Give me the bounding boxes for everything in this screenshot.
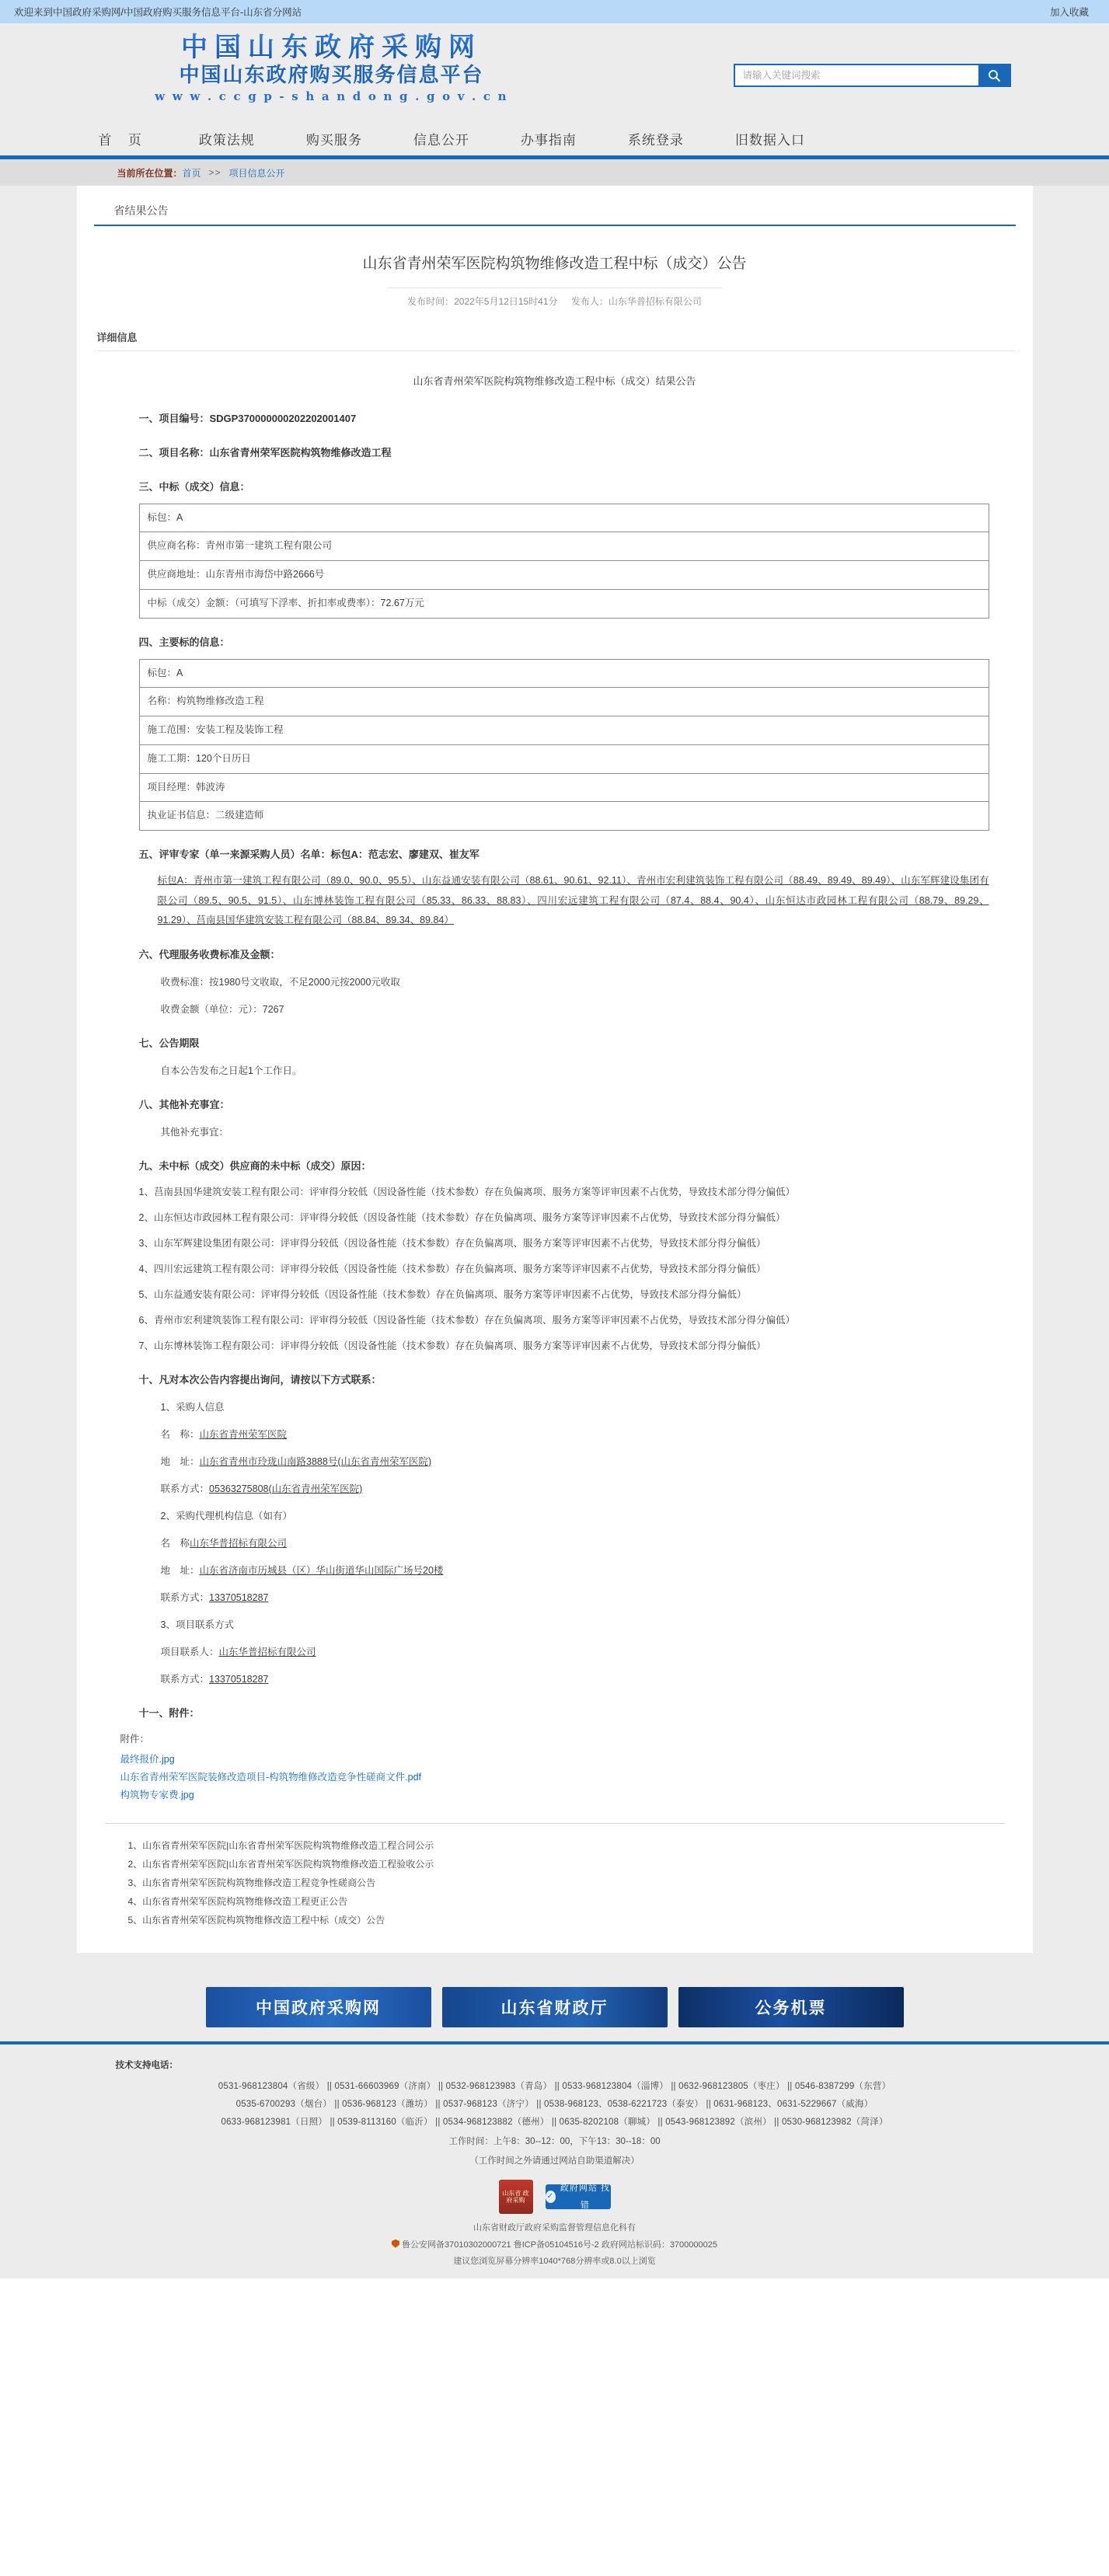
attachment-label: 附件： — [120, 1733, 150, 1745]
losing-reason-3: 3、山东军辉建设集团有限公司：评审得分较低（因设备性能（技术参数）存在负偏离项、服务方案等评审因素不占优势，导致技术部分得分偏低） — [138, 1237, 766, 1249]
section-1-project-no: 一、项目编号：SDGP370000000202202001407 — [138, 412, 357, 424]
table-row — [139, 589, 989, 618]
fee-standard: 收费标准：按1980号文收取，不足2000元按2000元收取 — [160, 976, 400, 988]
supplementary-text: 其他补充事宜： — [160, 1126, 229, 1138]
agency-block-title: 2、采购代理机构信息（如有） — [160, 1510, 292, 1522]
table-row — [139, 744, 989, 773]
page-body — [0, 186, 1109, 1973]
section-label: 省结果公告 — [94, 186, 1016, 226]
fee-amount: 收费金额（单位：元）：7267 — [160, 1003, 284, 1015]
government-seal-icon[interactable]: 山东省 政府采购 — [499, 2180, 533, 2214]
banner-ccgp[interactable]: 中国政府采购网 — [206, 1987, 431, 2027]
breadcrumb — [77, 159, 1033, 186]
support-title: 技术支持电话： — [115, 2061, 178, 2071]
publish-meta — [388, 288, 722, 308]
site-header — [0, 23, 1109, 121]
related-link-1[interactable]: 1、山东省青州荣军医院|山东省青州荣军医院构筑物维修改造工程合同公示 — [127, 1840, 434, 1852]
attachment-list — [120, 1751, 989, 1804]
section-3-heading: 三、中标（成交）信息： — [138, 480, 250, 493]
page-title: 山东省青州荣军医院构筑物维修改造工程中标（成交）公告 — [362, 255, 747, 272]
report-error-label: 政府网站 找错 — [560, 2184, 610, 2211]
banner-band — [0, 1973, 1109, 2041]
logo-url: w w w . c c g p - s h a n d o n g . g o v . c n — [155, 89, 508, 103]
police-badge-icon — [392, 2240, 399, 2248]
banner-official-ticket[interactable]: 公务机票 — [678, 1987, 904, 2027]
support-row-3: 0633-968123981（日照） || 0539-8113160（临沂） || 0534-968123882（德州） || 0635-8202108（聊城） || 0543-968123892（滨州） || 0530-968123982（菏泽） — [221, 2118, 888, 2128]
subject-manager: 项目经理：韩波涛 — [139, 773, 989, 802]
search-icon — [988, 69, 1001, 82]
table-row — [139, 659, 989, 688]
section-2-project-name: 二、项目名称：山东省青州荣军医院构筑物维修改造工程 — [138, 446, 392, 458]
nav-item-policy[interactable]: 政策法规 — [198, 132, 255, 148]
table-row — [139, 802, 989, 831]
nav-item-purchase-service[interactable]: 购买服务 — [305, 132, 362, 148]
breadcrumb-current[interactable]: 项目信息公开 — [228, 167, 285, 179]
search-bar — [734, 64, 1011, 87]
winner-info-table — [139, 504, 989, 619]
section-5-heading: 五、评审专家（单一来源采购人员）名单：标包A：范志宏、廖建双、崔友军 — [138, 849, 480, 860]
subject-name: 名称：构筑物维修改造工程 — [139, 688, 989, 716]
table-row — [139, 773, 989, 802]
add-favorite-link[interactable]: 加入收藏 — [1049, 7, 1089, 18]
agency-address-row — [161, 1561, 989, 1581]
purchaser-block-title: 1、采购人信息 — [160, 1401, 225, 1413]
publish-time: 发布时间：2022年5月12日15时41分 — [407, 295, 558, 307]
related-link-3[interactable]: 3、山东省青州荣军医院构筑物维修改造工程竞争性磋商公告 — [127, 1877, 376, 1889]
breadcrumb-home-link[interactable]: 首页 — [182, 167, 201, 179]
purchaser-name-value: 山东省青州荣军医院 — [199, 1428, 288, 1440]
related-link-2[interactable]: 2、山东省青州荣军医院|山东省青州荣军医院构筑物维修改造工程验收公示 — [127, 1859, 434, 1870]
related-link-4[interactable]: 4、山东省青州荣军医院构筑物维修改造工程更正公告 — [127, 1896, 348, 1908]
footer-icp — [0, 2237, 1109, 2254]
subject-duration: 施工工期：120个日历日 — [139, 744, 989, 773]
support-row-1: 0531-968123804（省级） || 0531-66603969（济南） || 0532-968123983（青岛） || 0533-968123804（淄博） || 0632-968123805（枣庄） || 0546-8387299（东营） — [218, 2082, 891, 2092]
winner-amount: 中标（成交）金额：（可填写下浮率、折扣率或费率）：72.67万元 — [139, 589, 989, 618]
subject-scope: 施工范围：安装工程及装饰工程 — [139, 716, 989, 745]
breadcrumb-separator: >> — [208, 167, 221, 178]
table-row — [139, 532, 989, 561]
breadcrumb-band — [0, 159, 1109, 186]
publisher: 发布人：山东华普招标有限公司 — [570, 295, 702, 307]
project-contact-tel-value: 13370518287 — [209, 1673, 269, 1685]
project-contact-person-row — [161, 1643, 989, 1662]
attachment-link-2[interactable]: 山东省青州荣军医院装修改造项目-构筑物维修改造竞争性磋商文件.pdf — [120, 1772, 422, 1783]
related-links — [105, 1823, 1005, 1929]
winner-supplier-address: 供应商地址：山东青州市海岱中路2666号 — [139, 561, 989, 590]
purchaser-name-row — [161, 1425, 989, 1445]
breadcrumb-label: 当前所在位置： — [117, 167, 183, 179]
footer-advice: 建议您浏览屏幕分辨率1040*768分辨率或8.0以上浏览 — [453, 2257, 656, 2267]
nav-item-legacy-data[interactable]: 旧数据入口 — [734, 132, 805, 148]
purchaser-name-label: 名 称： — [160, 1428, 200, 1440]
section-9-heading: 九、未中标（成交）供应商的未中标（成交）原因： — [138, 1159, 371, 1172]
project-contact-person-value: 山东华普招标有限公司 — [218, 1646, 316, 1657]
footer-icp-text: 鲁公安网备37010302000721 鲁ICP备05104516号-2 政府网站标识码：3700000025 — [402, 2240, 717, 2250]
project-contact-tel-label: 联系方式： — [160, 1673, 210, 1685]
section-8-heading: 八、其他补充事宜： — [138, 1098, 230, 1110]
project-contact-block-title: 3、项目联系方式 — [160, 1619, 234, 1630]
footer-badges — [0, 2180, 1109, 2214]
nav-item-information-disclosure[interactable]: 信息公开 — [413, 132, 469, 148]
purchaser-tel-label: 联系方式： — [160, 1483, 210, 1494]
top-bar — [0, 0, 1109, 23]
announcement-content — [77, 351, 1033, 1805]
winner-package: 标包：A — [139, 504, 989, 532]
working-hours: 工作时间：上午8：30--12：00，下午13：30--18：00 — [448, 2137, 661, 2147]
attachment-link-3[interactable]: 构筑物专家费.jpg — [120, 1790, 194, 1801]
site-footer — [0, 2041, 1109, 2278]
losing-reason-7: 7、山东博林装饰工程有限公司：评审得分较低（因设备性能（技术参数）存在负偏离项、服务方案等评审因素不占优势，导致技术部分得分偏低） — [138, 1340, 766, 1351]
related-link-5[interactable]: 5、山东省青州荣军医院构筑物维修改造工程中标（成交）公告 — [127, 1915, 385, 1926]
losing-reason-1: 1、莒南县国华建筑安装工程有限公司：评审得分较低（因设备性能（技术参数）存在负偏离项、服务方案等评审因素不占优势，导致技术部分得分偏低） — [138, 1186, 795, 1197]
losing-reason-5: 5、山东益通安装有限公司：评审得分较低（因设备性能（技术参数）存在负偏离项、服务方案等评审因素不占优势，导致技术部分得分偏低） — [138, 1288, 747, 1300]
project-contact-person-label: 项目联系人： — [160, 1646, 219, 1657]
purchaser-tel-row — [161, 1480, 989, 1499]
purchaser-address-row — [161, 1452, 989, 1472]
support-row-2: 0535-6700293（烟台） || 0536-968123（潍坊） || 0537-968123（济宁） || 0538-968123、0538-6221723（泰安） || 0631-968123、0631-5229667（威海） — [235, 2100, 874, 2110]
losing-reason-4: 4、四川宏远建筑工程有限公司：评审得分较低（因设备性能（技术参数）存在负偏离项、服务方案等评审因素不占优势，导致技术部分得分偏低） — [138, 1263, 766, 1274]
purchaser-address-value: 山东省青州市玲珑山南路3888号(山东省青州荣军医院) — [199, 1455, 432, 1467]
working-hours-note: （工作时间之外请通过网站自助渠道解决） — [469, 2156, 640, 2166]
doc-heading: 山东省青州荣军医院构筑物维修改造工程中标（成交）结果公告 — [413, 375, 696, 387]
agency-tel-value: 13370518287 — [209, 1591, 269, 1603]
agency-name-row — [161, 1534, 989, 1553]
agency-address-label: 地 址： — [160, 1564, 200, 1576]
table-row — [139, 561, 989, 590]
subject-certificate: 执业证书信息：二级建造师 — [139, 802, 989, 831]
table-row — [139, 716, 989, 745]
nav-item-home[interactable]: 首 页 — [98, 132, 148, 148]
section-7-heading: 七、公告期限 — [138, 1037, 200, 1049]
site-logo[interactable] — [114, 31, 549, 103]
subject-info-table — [139, 659, 989, 831]
agency-tel-row — [161, 1588, 989, 1608]
detail-info-label: 详细信息 — [97, 329, 1016, 351]
search-input[interactable] — [734, 64, 978, 87]
agency-address-value: 山东省济南市历城县（区）华山街道华山国际广场号20楼 — [199, 1564, 444, 1576]
agency-tel-label: 联系方式： — [160, 1591, 210, 1603]
welcome-text: 欢迎来到中国政府采购网/中国政府购买服务信息平台-山东省分网站 — [14, 7, 302, 18]
section-6-heading: 六、代理服务收费标准及金额： — [138, 948, 281, 960]
nav-item-guide[interactable]: 办事指南 — [520, 132, 577, 148]
project-contact-tel-row — [161, 1670, 989, 1689]
losing-reason-2: 2、山东恒达市政园林工程有限公司：评审得分较低（因设备性能（技术参数）存在负偏离项、服务方案等评审因素不占优势，导致技术部分得分偏低） — [138, 1211, 786, 1223]
losing-reason-6: 6、青州市宏利建筑装饰工程有限公司：评审得分较低（因设备性能（技术参数）存在负偏离项、服务方案等评审因素不占优势，导致技术部分得分偏低） — [138, 1314, 795, 1326]
banner-shandong-finance[interactable]: 山东省财政厅 — [442, 1987, 668, 2027]
purchaser-address-label: 地 址： — [160, 1455, 200, 1467]
flag-icon: ✓ — [546, 2191, 556, 2203]
table-row — [139, 504, 989, 532]
section-10-heading: 十、凡对本次公告内容提出询问，请按以下方式联系： — [138, 1373, 382, 1386]
agency-name-label: 名 称 — [160, 1537, 190, 1549]
section-5-scores: 标包A：青州市第一建筑工程有限公司（89.0、90.0、95.5）、山东益通安装有限公司（88.61、90.61、92.11）、青州市宏利建筑装饰工程有限公司（88.49、89.49、89.49）、山东军辉建设集团有限公司（89.5、90.5、91.5）、山东博林装饰工程有限公司（85.33、86.33、88.83）、四川宏远建筑工程有限公司（87.4、88.4、90.4）、山东恒达市政园林工程有限公司（88.79、89.29、91.29）、莒南县国华建筑安装工程有限公司（88.84、89.34、89.84） — [157, 875, 989, 926]
logo-line-2: 中国山东政府购买服务信息平台 — [179, 63, 484, 87]
announcement-period-text: 自本公告发布之日起1个工作日。 — [160, 1065, 302, 1076]
subject-package: 标包：A — [139, 659, 989, 688]
search-button[interactable] — [978, 64, 1011, 87]
announcement-card — [77, 186, 1033, 1953]
section-11-heading: 十一、附件： — [138, 1706, 200, 1719]
report-error-badge[interactable] — [546, 2184, 611, 2209]
agency-name-value: 山东华普招标有限公司 — [190, 1537, 288, 1549]
footer-org: 山东省财政厅政府采购监督管理信息化科有 — [473, 2223, 636, 2233]
purchaser-tel-value: 05363275808(山东省青州荣军医院) — [209, 1483, 363, 1494]
table-row — [139, 688, 989, 716]
nav-item-system-login[interactable]: 系统登录 — [627, 132, 684, 148]
section-4-heading: 四、主要标的信息： — [138, 636, 230, 648]
attachment-link-1[interactable]: 最终报价.jpg — [120, 1753, 175, 1765]
main-nav — [0, 121, 1109, 159]
logo-line-1: 中国山东政府采购网 — [114, 31, 549, 64]
winner-supplier-name: 供应商名称：青州市第一建筑工程有限公司 — [139, 532, 989, 561]
